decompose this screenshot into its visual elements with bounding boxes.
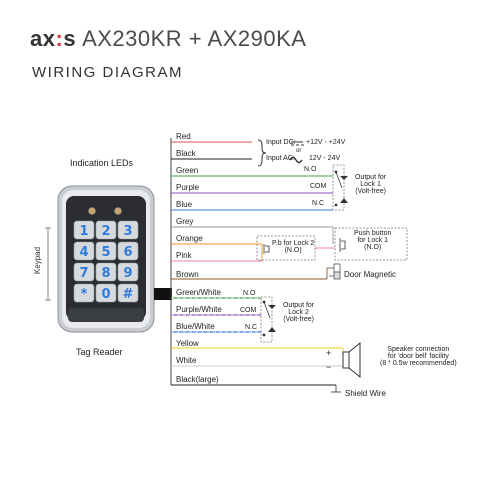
- lock2-relay: [261, 297, 276, 342]
- wire-label-orange: Orange: [176, 234, 203, 243]
- keypad-key-label: *: [80, 287, 88, 302]
- keypad-key-label: 3: [123, 224, 133, 239]
- keypad-key-label: 8: [101, 266, 111, 281]
- lock2-no-label: N.O: [243, 290, 256, 297]
- wire-label-black-large: Black(large): [176, 375, 219, 384]
- keypad-key-label: 4: [79, 245, 89, 260]
- model-name: AX230KR + AX290KA: [82, 26, 307, 51]
- wire-label-green: Green: [176, 166, 199, 175]
- lock2-nc-label: N.C: [245, 324, 258, 331]
- axis-logo: ax:s: [30, 26, 77, 51]
- wire-label-red: Red: [176, 132, 191, 141]
- wire-label-black: Black: [176, 149, 196, 158]
- page-title: WIRING DIAGRAM: [32, 64, 183, 81]
- wire-lines: [171, 142, 343, 385]
- wire-label-purple-white: Purple/White: [176, 305, 222, 314]
- ac-value: 12V - 24V: [309, 155, 341, 162]
- pb-lock2-label: P.b for Lock 2 (N.O): [272, 240, 315, 254]
- wire-label-yellow: Yellow: [176, 339, 199, 348]
- lock1-com-label: COM: [310, 183, 327, 190]
- wire-label-purple: Purple: [176, 183, 200, 192]
- door-magnetic-icon: [329, 264, 340, 279]
- lock1-nc-label: N.C: [312, 200, 325, 207]
- wire-label-blue-white: Blue/White: [176, 322, 215, 331]
- input-ac-label: Input AC:: [266, 155, 295, 162]
- wire-label-blue: Blue: [176, 200, 193, 209]
- speaker-icon: [343, 343, 360, 377]
- pushbutton-lock1-icon: [340, 238, 345, 252]
- or-label: or: [296, 148, 302, 154]
- tag-reader-label: Tag Reader: [76, 347, 123, 357]
- wire-label-brown: Brown: [176, 270, 199, 279]
- lock1-no-label: N.O: [304, 166, 317, 173]
- lock2-com-label: COM: [240, 307, 257, 314]
- wire-label-grey: Grey: [176, 217, 194, 226]
- cable: [154, 288, 172, 300]
- keypad-key-label: #: [122, 287, 134, 302]
- speaker-minus: −: [326, 362, 332, 372]
- shield-wire-label: Shield Wire: [345, 389, 386, 398]
- keypad-key-label: 0: [101, 287, 111, 302]
- dc-value: +12V - +24V: [306, 139, 346, 146]
- lock2-output-label: Output for Lock 2 (Volt-free): [283, 302, 315, 323]
- keypad-key-label: 7: [79, 266, 89, 281]
- wire-label-pink: Pink: [176, 251, 192, 260]
- speaker-connection-label: Speaker connection for 'door bell' facility (8 * 0.5w recommended): [380, 346, 457, 367]
- wire-label-white: White: [176, 356, 197, 365]
- keypad-key-label: 6: [123, 245, 133, 260]
- keypad-key-label: 9: [123, 266, 133, 281]
- pushbutton-lock2-icon: [264, 244, 269, 254]
- power-brace: [258, 140, 266, 166]
- speaker-plus: +: [326, 348, 332, 358]
- led-indicator-left: [89, 208, 96, 215]
- keypad-key-label: 2: [101, 224, 111, 239]
- ground-icon: [331, 385, 341, 392]
- keypad-key-label: 1: [79, 224, 89, 239]
- input-dc-label: Input DC:: [266, 139, 296, 146]
- led-indicator-right: [115, 208, 122, 215]
- keypad-label: Keypad: [33, 246, 43, 275]
- keypad-key-label: 5: [101, 245, 111, 260]
- door-magnetic-label: Door Magnetic: [344, 270, 397, 279]
- indication-leds-label: Indication LEDs: [70, 158, 134, 168]
- lock1-relay: [333, 165, 348, 210]
- wire-label-green-white: Green/White: [176, 288, 221, 297]
- lock1-output-label: Output for Lock 1 (Volt-free): [355, 174, 387, 195]
- push-button-lock1-label: Push button for Lock 1 (N.O): [354, 230, 392, 251]
